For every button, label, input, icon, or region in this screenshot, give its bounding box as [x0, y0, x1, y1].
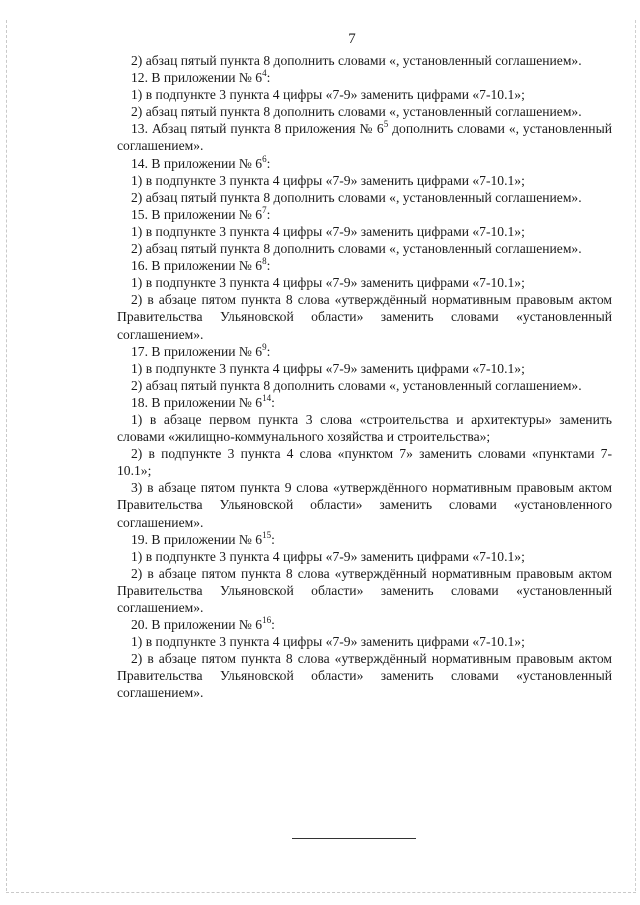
paragraph-text-tail: : [266, 70, 271, 86]
paragraph-text: 1) в абзаце первом пункта 3 слова «строительства и архитектуры» заменить словами «жилищно-коммунального хозяйства и строительства»; [117, 411, 612, 445]
paragraph-text: 20. В приложении № 6 [131, 617, 263, 633]
appendix-superscript: 16 [262, 615, 272, 626]
paragraph [117, 445, 612, 479]
paragraph-text: 2) в подпункте 3 пункта 4 слова «пунктом 7» заменить словами «пунктами 7-10.1»; [117, 446, 612, 479]
paragraph-text: 1) в подпункте 3 пункта 4 цифры «7-9» заменить цифрами «7-10.1»; [131, 87, 525, 103]
paragraph [117, 377, 612, 394]
paragraph-text: 12. В приложении № 6 [131, 70, 263, 86]
paragraph-text: 2) абзац пятый пункта 8 дополнить словами «, установленный соглашением». [131, 104, 582, 120]
paragraph-text: 1) в подпункте 3 пункта 4 цифры «7-9» заменить цифрами «7-10.1»; [131, 223, 525, 239]
paragraph [117, 69, 612, 86]
scan-edge-bottom [6, 892, 636, 893]
paragraph-text-tail: : [266, 206, 271, 222]
paragraph-text-tail: : [266, 258, 271, 274]
paragraph-text: 1) в подпункте 3 пункта 4 цифры «7-9» заменить цифрами «7-10.1»; [131, 172, 525, 188]
paragraph [117, 548, 612, 565]
paragraph [117, 633, 612, 650]
paragraph-text: 14. В приложении № 6 [131, 155, 263, 171]
appendix-superscript: 8 [262, 256, 267, 267]
paragraph [117, 223, 612, 240]
paragraph [117, 616, 612, 633]
paragraph-text: 1) в подпункте 3 пункта 4 цифры «7-9» заменить цифрами «7-10.1»; [131, 360, 525, 376]
paragraph-text-tail: дополнить словами «, установленный соглашением». [117, 121, 612, 154]
paragraph-text-tail: : [266, 343, 271, 359]
paragraph-text: 2) абзац пятый пункта 8 дополнить словами «, установленный соглашением». [131, 53, 582, 68]
end-of-document-line [292, 838, 416, 839]
paragraph [117, 206, 612, 223]
appendix-superscript: 7 [262, 204, 267, 215]
paragraph [117, 189, 612, 206]
paragraph-text-tail: : [271, 531, 275, 547]
paragraph-text: 13. Абзац пятый пункта 8 приложения № 6 [131, 121, 384, 137]
paragraph-text: 1) в подпункте 3 пункта 4 цифры «7-9» заменить цифрами «7-10.1»; [131, 634, 525, 650]
paragraph [117, 86, 612, 103]
paragraph-text: 15. В приложении № 6 [131, 206, 263, 222]
paragraph [117, 291, 612, 342]
paragraph [117, 155, 612, 172]
appendix-superscript: 15 [262, 529, 272, 540]
scan-edge-left [6, 20, 7, 891]
paragraph [117, 240, 612, 257]
paragraph-text: 19. В приложении № 6 [131, 531, 263, 547]
paragraph-text-tail: : [271, 394, 275, 410]
paragraph [117, 257, 612, 274]
paragraph-text: 16. В приложении № 6 [131, 258, 263, 274]
paragraph-text: 3) в абзаце пятом пункта 9 слова «утверждённого нормативным правовым актом Правительства Ульяновской области» заменить словами «установленного соглашением». [117, 480, 612, 530]
paragraph [117, 172, 612, 189]
appendix-superscript: 5 [383, 119, 389, 130]
paragraph [117, 394, 612, 411]
paragraph [117, 274, 612, 291]
paragraph [117, 411, 612, 445]
paragraph-text: 2) в абзаце пятом пункта 8 слова «утверждённый нормативным правовым актом Правительства Ульяновской области» заменить словами «установленный соглашением». [117, 651, 612, 701]
scan-edge-right [635, 20, 636, 891]
paragraph-text: 2) абзац пятый пункта 8 дополнить словами «, установленный соглашением». [131, 377, 582, 393]
paragraph-text: 2) в абзаце пятом пункта 8 слова «утверждённый нормативным правовым актом Правительства Ульяновской области» заменить словами «установленный соглашением». [117, 565, 612, 615]
paragraph-text: 2) в абзаце пятом пункта 8 слова «утверждённый нормативным правовым актом Правительства Ульяновской области» заменить словами «установленный соглашением». [117, 292, 612, 342]
paragraph-text: 2) абзац пятый пункта 8 дополнить словами «, установленный соглашением». [131, 241, 582, 257]
appendix-superscript: 4 [262, 68, 267, 79]
paragraph [117, 360, 612, 377]
paragraph-text: 2) абзац пятый пункта 8 дополнить словами «, установленный соглашением». [131, 189, 582, 205]
paragraph [117, 343, 612, 360]
appendix-superscript: 14 [262, 392, 272, 403]
paragraph [117, 479, 612, 530]
paragraph [117, 103, 612, 120]
paragraph-text-tail: : [271, 617, 275, 633]
paragraph [117, 52, 612, 69]
document-body [117, 52, 612, 702]
paragraph-text: 18. В приложении № 6 [131, 394, 263, 410]
paragraph [117, 531, 612, 548]
paragraph [117, 650, 612, 701]
paragraph-text: 1) в подпункте 3 пункта 4 цифры «7-9» заменить цифрами «7-10.1»; [131, 275, 525, 291]
appendix-superscript: 9 [262, 341, 267, 352]
paragraph-text-tail: : [266, 155, 271, 171]
paragraph [117, 565, 612, 616]
page-number: 7 [348, 31, 356, 47]
paragraph-text: 1) в подпункте 3 пункта 4 цифры «7-9» заменить цифрами «7-10.1»; [131, 548, 525, 564]
paragraph [117, 120, 612, 154]
appendix-superscript: 6 [262, 153, 267, 164]
paragraph-text: 17. В приложении № 6 [131, 343, 263, 359]
